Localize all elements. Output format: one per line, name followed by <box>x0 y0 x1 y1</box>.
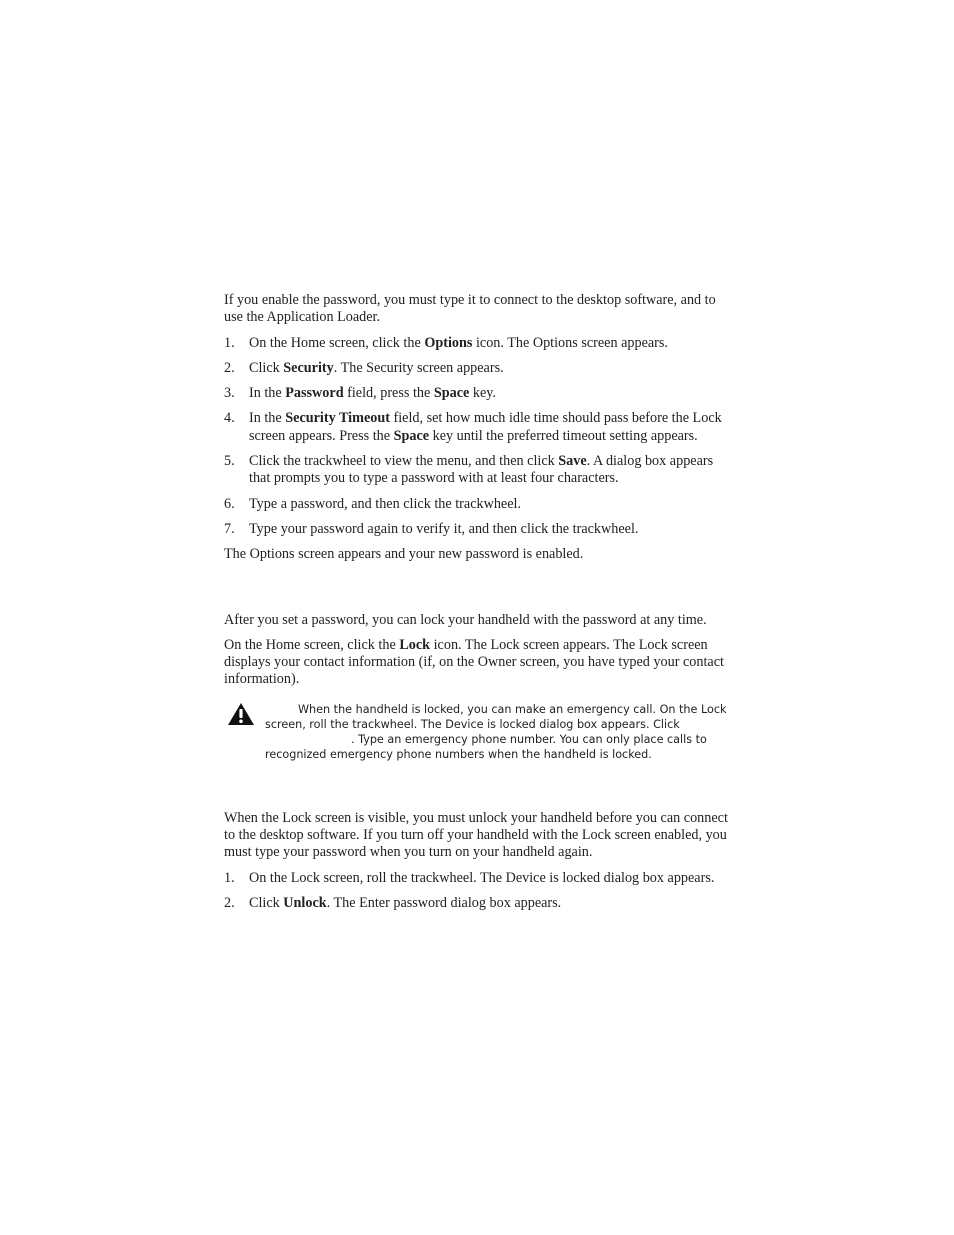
set-password-outro: The Options screen appears and your new password is enabled. <box>224 546 584 563</box>
list-item: 1. On the Lock screen, roll the trackwheel. The Device is locked dialog box appears. <box>224 869 715 886</box>
warning-note <box>224 702 732 762</box>
list-item: 2. Click Unlock. The Enter password dialog box appears. <box>224 894 562 911</box>
lock-intro: After you set a password, you can lock your handheld with the password at any time. <box>224 611 707 628</box>
list-item: 1. On the Home screen, click the Options icon. The Options screen appears. <box>224 334 668 351</box>
unlock-intro: When the Lock screen is visible, you must unlock your handheld before you can connect to the desktop software. If you turn off your handheld with the Lock screen enabled, you must type your password when you turn on your handheld again. <box>224 809 728 861</box>
warning-triangle-icon <box>227 702 255 726</box>
warning-text-b: . Type an emergency phone number. You can only place calls to recognized emergency phone numbers when the handheld is locked. <box>265 732 707 761</box>
list-item: 6. Type a password, and then click the trackwheel. <box>224 495 522 512</box>
list-item: 3. In the Password field, press the Space key. <box>224 385 496 402</box>
document-page <box>224 292 732 920</box>
warning-text-a: When the handheld is locked, you can make an emergency call. On the Lock screen, roll the trackwheel. The Device is locked dialog box appears. Click <box>265 702 727 731</box>
set-password-intro: If you enable the password, you must type it to connect to the desktop software, and to use the Application Loader. <box>224 292 716 326</box>
unlock-steps <box>224 870 732 913</box>
section-spacer <box>224 572 732 612</box>
list-item: 5. Click the trackwheel to view the menu, and then click Save. A dialog box appears that prompts you to type a password with at least four characters. <box>224 453 714 487</box>
lock-body: On the Home screen, click the Lock icon. The Lock screen appears. The Lock screen displays your contact information (if, on the Owner screen, you have typed your contact information). <box>224 636 724 688</box>
set-password-steps <box>224 335 732 539</box>
section-spacer <box>224 762 732 810</box>
list-item: 2. Click Security. The Security screen appears. <box>224 359 504 376</box>
list-item: 4. In the Security Timeout field, set how much idle time should pass before the Lock screen appears. Press the Space key until the preferred timeout setting appears. <box>224 410 722 444</box>
list-item: 7. Type your password again to verify it, and then click the trackwheel. <box>224 520 639 537</box>
